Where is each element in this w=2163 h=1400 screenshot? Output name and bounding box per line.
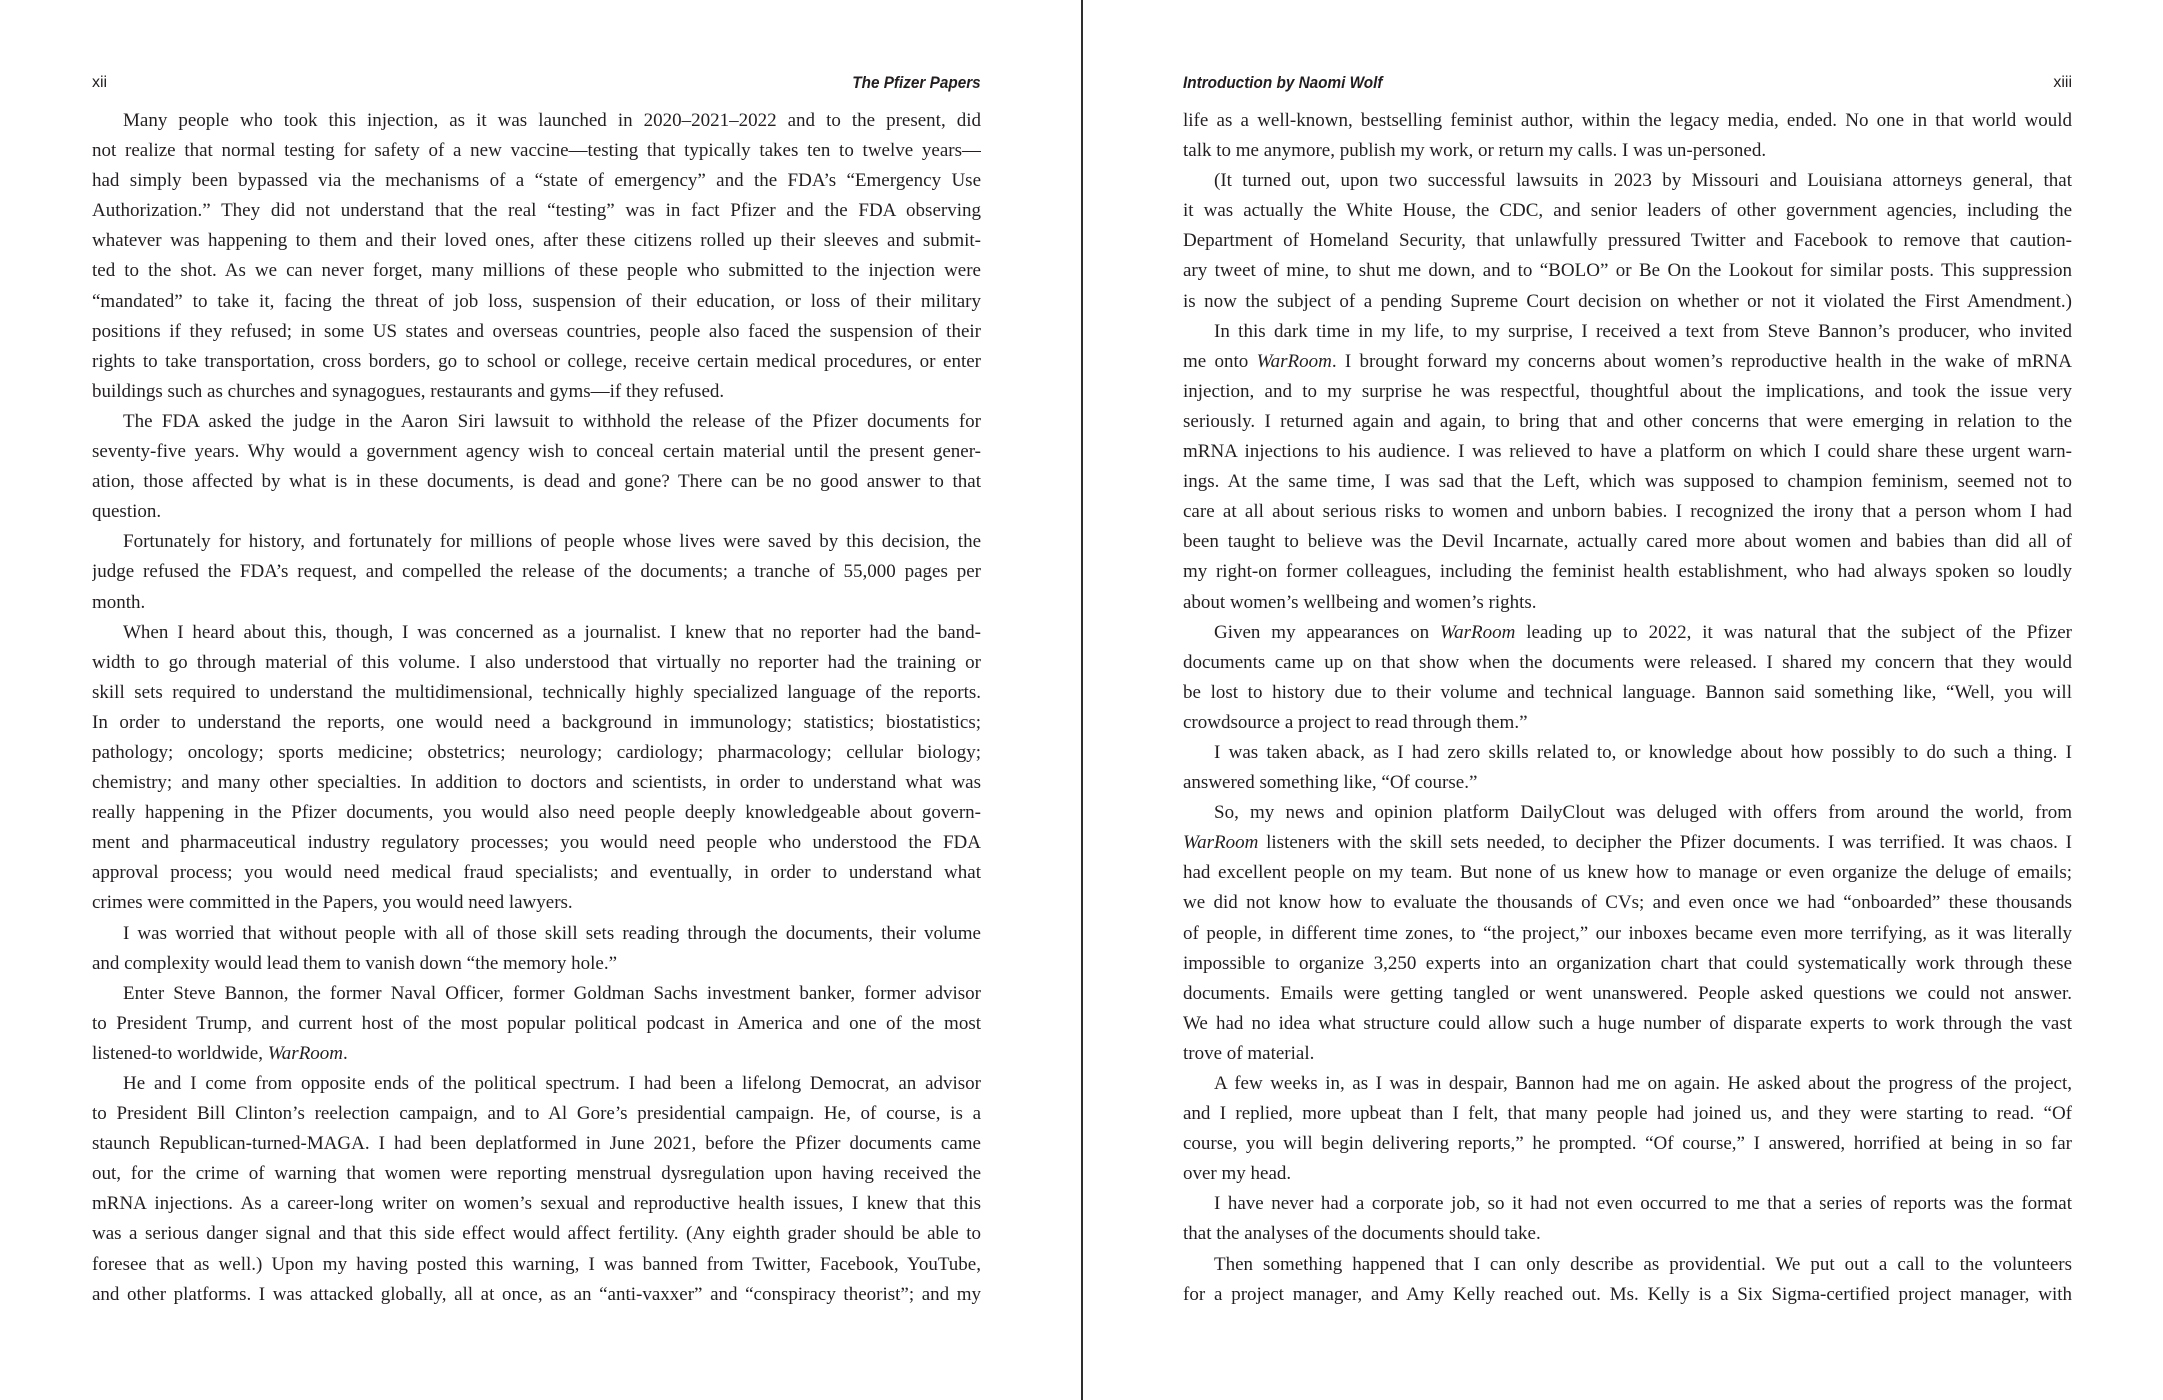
paragraph bbox=[92, 979, 981, 1069]
text-line: injection, and to my surprise he was respectful, thoughtful about the implications, and took the issue very bbox=[1183, 380, 2072, 402]
text-segment: me onto bbox=[1183, 350, 1257, 372]
text-segment: listened-to worldwide, bbox=[92, 1042, 268, 1064]
text-line: be lost to history due to their volume and technical language. Bannon said something like, “Well, you will bbox=[1183, 681, 2072, 703]
text-segment: . I brought forward my concerns about women’s reproductive health in the wake of mRNA bbox=[1331, 350, 2072, 372]
text-line: chemistry; and many other specialties. In addition to doctors and scientists, in order to understand what was bbox=[92, 772, 981, 794]
text-line: talk to me anymore, publish my work, or return my calls. I was un-personed. bbox=[1183, 140, 1767, 162]
text-line: of people, in different time zones, to “the project,” our inboxes became even more terrifying, as it was literally bbox=[1183, 922, 2072, 944]
text-line: question. bbox=[92, 501, 162, 523]
text-line bbox=[92, 1039, 981, 1069]
text-line: (It turned out, upon two successful lawsuits in 2023 by Missouri and Louisiana attorneys general, that bbox=[1214, 170, 2072, 192]
text-line: He and I come from opposite ends of the political spectrum. I had been a lifelong Democrat, an advisor bbox=[123, 1073, 981, 1094]
text-line: I have never had a corporate job, so it had not even occurred to me that a series of reports was the format bbox=[1214, 1193, 2072, 1215]
text-line: Authorization.” They did not understand that the real “testing” was in fact Pfizer and the FDA observing bbox=[92, 200, 981, 222]
paragraph bbox=[1183, 618, 2072, 738]
text-line: ings. At the same time, I was sad that the Left, which was supposed to champion feminism, seemed not to bbox=[1183, 471, 2072, 493]
left-page-body bbox=[92, 106, 981, 1310]
text-line: was a serious danger signal and that this side effect would affect fertility. (Any eighth grader should be able to bbox=[92, 1223, 981, 1245]
text-line: over my head. bbox=[1183, 1163, 1292, 1185]
text-line: I was taken aback, as I had zero skills related to, or knowledge about how possibly to do such a thing. I bbox=[1214, 741, 2072, 763]
text-line: pathology; oncology; sports medicine; obstetrics; neurology; cardiology; pharmacology; cellular biology; bbox=[92, 741, 981, 763]
text-line: A few weeks in, as I was in despair, Bannon had me on again. He asked about the progress of the project, bbox=[1214, 1073, 2072, 1094]
text-line: month. bbox=[92, 591, 146, 613]
text-line: In order to understand the reports, one would need a background in immunology; statistics; biostatistics; bbox=[92, 711, 981, 733]
text-line: When I heard about this, though, I was concerned as a journalist. I knew that no reporter had the band- bbox=[123, 621, 981, 643]
page-number: xiii bbox=[2053, 74, 2072, 91]
text-line: and I replied, more upbeat than I felt, that many people had joined us, and they were starting to read. “Of bbox=[1183, 1103, 2072, 1125]
text-line: to President Trump, and current host of the most popular political podcast in America and one of the most bbox=[92, 1012, 981, 1034]
text-line: ation, those affected by what is in these documents, is dead and gone? There can be no good answer to that bbox=[92, 471, 981, 493]
text-line: life as a well-known, bestselling feminist author, within the legacy media, ended. No one in that world would bbox=[1183, 110, 2072, 131]
text-line: about women’s wellbeing and women’s rights. bbox=[1183, 591, 1537, 613]
text-line: we did not know how to evaluate the thousands of CVs; and even once we had “onboarded” these thousands bbox=[1183, 892, 2072, 914]
text-line: foresee that as well.) Upon my having posted this warning, I was banned from Twitter, Facebook, YouTube, bbox=[92, 1253, 981, 1275]
text-line: skill sets required to understand the multidimensional, technically highly specialized language of the reports. bbox=[92, 681, 981, 703]
paragraph bbox=[92, 407, 981, 527]
text-line: I was worried that without people with all of those skill sets reading through the documents, their volume bbox=[123, 922, 981, 944]
paragraph bbox=[92, 919, 981, 979]
right-page bbox=[1083, 0, 2163, 1400]
text-line: crimes were committed in the Papers, you would need lawyers. bbox=[92, 892, 573, 914]
text-line: been taught to believe was the Devil Incarnate, actually cared more about women and babies than did all of bbox=[1183, 531, 2072, 553]
left-page bbox=[0, 0, 1081, 1400]
paragraph bbox=[92, 618, 981, 919]
paragraph bbox=[1183, 1069, 2072, 1189]
text-line: had excellent people on my team. But none of us knew how to manage or even organize the deluge of emails; bbox=[1183, 862, 2072, 884]
text-line: course, you will begin delivering reports,” he prompted. “Of course,” I answered, horrified at being in so far bbox=[1183, 1133, 2072, 1155]
text-line: not realize that normal testing for safety of a new vaccine—testing that typically takes ten to twelve years— bbox=[92, 140, 981, 162]
text-segment: leading up to 2022, it was natural that the subject of the Pfizer bbox=[1515, 621, 2072, 643]
paragraph bbox=[92, 106, 981, 407]
text-line: documents came up on that show when the documents were released. I shared my concern that they would bbox=[1183, 651, 2072, 673]
paragraph bbox=[92, 527, 981, 617]
right-page-body bbox=[1183, 106, 2072, 1310]
text-line: it was actually the White House, the CDC, and senior leaders of other government agencies, including the bbox=[1183, 200, 2072, 222]
text-line: crowdsource a project to read through them.” bbox=[1183, 711, 1528, 733]
text-line: had simply been bypassed via the mechanisms of a “state of emergency” and the FDA’s “Emergency Use bbox=[92, 170, 981, 192]
running-head: The Pfizer Papers bbox=[852, 73, 981, 92]
text-line: trove of material. bbox=[1183, 1042, 1315, 1064]
paragraph bbox=[1183, 798, 2072, 1069]
paragraph bbox=[1183, 738, 2072, 798]
text-line: positions if they refused; in some US states and overseas countries, people also faced the suspension of their bbox=[92, 320, 981, 342]
text-line: The FDA asked the judge in the Aaron Siri lawsuit to withhold the release of the Pfizer documents for bbox=[123, 410, 981, 432]
paragraph bbox=[1183, 317, 2072, 618]
text-line: my right-on former colleagues, including the feminist health establishment, who had always spoken so loudly bbox=[1183, 561, 2072, 583]
text-line: seventy-five years. Why would a government agency wish to conceal certain material until the present gener- bbox=[92, 441, 981, 463]
text-line: staunch Republican-turned-MAGA. I had been deplatformed in June 2021, before the Pfizer documents came bbox=[92, 1133, 981, 1155]
text-line: ment and pharmaceutical industry regulatory processes; you would need people who understood the FDA bbox=[92, 832, 981, 854]
text-line: Enter Steve Bannon, the former Naval Officer, former Goldman Sachs investment banker, former advisor bbox=[123, 982, 981, 1004]
text-segment: . bbox=[343, 1042, 348, 1064]
text-line: out, for the crime of warning that women were reporting menstrual dysregulation upon having received the bbox=[92, 1163, 981, 1185]
paragraph bbox=[1183, 1189, 2072, 1249]
running-head: Introduction by Naomi Wolf bbox=[1183, 73, 1383, 92]
text-line: “mandated” to take it, facing the threat of job loss, suspension of their education, or loss of their military bbox=[92, 290, 981, 312]
text-line: ary tweet of mine, to shut me down, and to “BOLO” or Be On the Lookout for similar posts. This suppression bbox=[1183, 260, 2072, 282]
text-line: to President Bill Clinton’s reelection campaign, and to Al Gore’s presidential campaign. He, of course, is a bbox=[92, 1103, 981, 1125]
right-page-header bbox=[1183, 71, 2072, 95]
text-line: really happening in the Pfizer documents, you would also need people deeply knowledgeable about govern- bbox=[92, 802, 981, 824]
text-line: buildings such as churches and synagogues, restaurants and gyms—if they refused. bbox=[92, 380, 725, 402]
text-line: for a project manager, and Amy Kelly reached out. Ms. Kelly is a Six Sigma-certified project manager, with bbox=[1183, 1283, 2072, 1305]
text-line: documents. Emails were getting tangled or went unanswered. People asked questions we could not answer. bbox=[1183, 982, 2072, 1004]
text-line: approval process; you would need medical fraud specialists; and eventually, in order to understand what bbox=[92, 862, 981, 884]
text-line: judge refused the FDA’s request, and compelled the release of the documents; a tranche of 55,000 pages per bbox=[92, 561, 981, 583]
text-line: that the analyses of the documents should take. bbox=[1183, 1223, 1541, 1245]
text-line: Fortunately for history, and fortunately for millions of people whose lives were saved by this decision, the bbox=[123, 531, 981, 553]
text-line: Then something happened that I can only describe as providential. We put out a call to the volunteers bbox=[1214, 1253, 2072, 1275]
text-line: is now the subject of a pending Supreme Court decision on whether or not it violated the First Amendment.) bbox=[1183, 290, 2072, 312]
text-line: We had no idea what structure could allow such a huge number of disparate experts to work through the vast bbox=[1183, 1012, 2072, 1034]
text-line bbox=[1183, 347, 2072, 377]
italic-show-title: WarRoom bbox=[267, 1042, 344, 1064]
text-line: In this dark time in my life, to my surprise, I received a text from Steve Bannon’s producer, who invited bbox=[1214, 320, 2072, 342]
text-line: width to go through material of this volume. I also understood that virtually no reporter had the training or bbox=[92, 651, 981, 673]
text-line: seriously. I returned again and again, to bring that and other concerns that were emerging in relation to the bbox=[1183, 410, 2072, 432]
text-line: answered something like, “Of course.” bbox=[1183, 772, 1478, 794]
text-line: and complexity would lead them to vanish down “the memory hole.” bbox=[92, 952, 618, 974]
paragraph bbox=[1183, 166, 2072, 316]
left-page-header bbox=[92, 71, 981, 95]
page-number: xii bbox=[92, 74, 108, 91]
text-line: whatever was happening to them and their loved ones, after these citizens rolled up their sleeves and submit- bbox=[92, 230, 981, 252]
text-line bbox=[1183, 828, 2072, 858]
paragraph bbox=[92, 1069, 981, 1310]
text-line: rights to take transportation, cross borders, go to school or college, receive certain medical procedures, or enter bbox=[92, 350, 981, 372]
text-line: and other platforms. I was attacked globally, all at once, as an “anti-vaxxer” and “conspiracy theorist”; and my bbox=[92, 1283, 981, 1305]
italic-show-title: WarRoom bbox=[1440, 621, 1516, 643]
italic-show-title: WarRoom bbox=[1256, 350, 1332, 372]
text-segment: Given my appearances on bbox=[1214, 621, 1441, 643]
text-line: mRNA injections to his audience. I was relieved to have a platform on which I could share these urgent warn- bbox=[1183, 441, 2072, 463]
text-line: So, my news and opinion platform DailyClout was deluged with offers from around the world, from bbox=[1214, 802, 2072, 824]
text-line: care at all about serious risks to women and unborn babies. I recognized the irony that a person whom I had bbox=[1183, 501, 2072, 523]
text-line: impossible to organize 3,250 experts into an organization chart that could systematically work through these bbox=[1183, 952, 2072, 974]
text-line bbox=[1183, 618, 2072, 648]
text-line: mRNA injections. As a career-long writer on women’s sexual and reproductive health issues, I knew that this bbox=[92, 1193, 981, 1215]
paragraph bbox=[1183, 1250, 2072, 1310]
italic-show-title: WarRoom bbox=[1183, 832, 1259, 854]
paragraph-continued bbox=[1183, 106, 2072, 166]
text-line: Many people who took this injection, as it was launched in 2020–2021–2022 and to the present, did bbox=[123, 110, 981, 131]
text-line: Department of Homeland Security, that unlawfully pressured Twitter and Facebook to remove that caution- bbox=[1183, 230, 2072, 252]
text-line: ted to the shot. As we can never forget, many millions of these people who submitted to the injection were bbox=[92, 260, 981, 282]
text-segment: listeners with the skill sets needed, to decipher the Pfizer documents. I was terrified. It was chaos. I bbox=[1258, 832, 2072, 854]
